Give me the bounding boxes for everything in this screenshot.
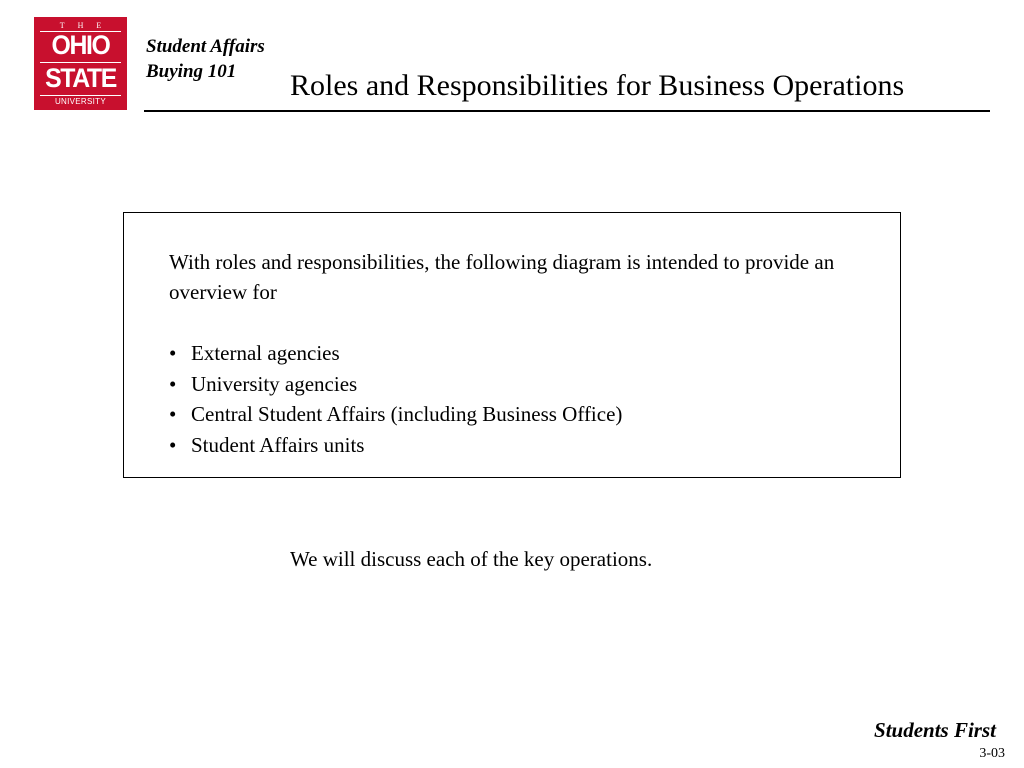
intro-text: With roles and responsibilities, the following diagram is intended to provide an overview for xyxy=(169,250,835,304)
closing-statement: We will discuss each of the key operations. xyxy=(290,547,653,571)
ohio-state-logo xyxy=(34,17,127,110)
logo-the-text: THE xyxy=(59,21,115,30)
bullet-list xyxy=(169,338,622,460)
bullet-text: University agencies xyxy=(191,371,358,396)
bullet-item xyxy=(169,338,622,369)
logo-rule-bottom xyxy=(40,95,121,96)
logo-ohio-text: OHIO xyxy=(51,30,110,60)
bullet-marker: • xyxy=(169,432,177,457)
bullet-marker: • xyxy=(169,371,177,396)
bullet-text: Central Student Affairs (including Business Office) xyxy=(191,402,623,426)
bullet-item xyxy=(169,399,622,430)
bullet-item xyxy=(169,369,622,400)
page-number: 3-03 xyxy=(979,746,1005,761)
logo-university-text: UNIVERSITY xyxy=(54,97,106,106)
bullet-text: Student Affairs units xyxy=(191,432,365,457)
course-title-line-1: Student Affairs xyxy=(146,36,265,57)
overview-box xyxy=(123,212,901,478)
course-title-line-2: Buying 101 xyxy=(146,61,237,82)
slide-title: Roles and Responsibilities for Business Operations xyxy=(290,69,905,102)
footer-tagline: Students First xyxy=(874,718,996,742)
bullet-text: External agencies xyxy=(191,341,340,365)
bullet-marker: • xyxy=(169,341,177,365)
course-title xyxy=(146,34,265,84)
bullet-marker: • xyxy=(169,402,177,426)
logo-state-text: STATE xyxy=(45,63,116,93)
header-divider xyxy=(144,110,990,112)
bullet-item xyxy=(169,430,622,461)
